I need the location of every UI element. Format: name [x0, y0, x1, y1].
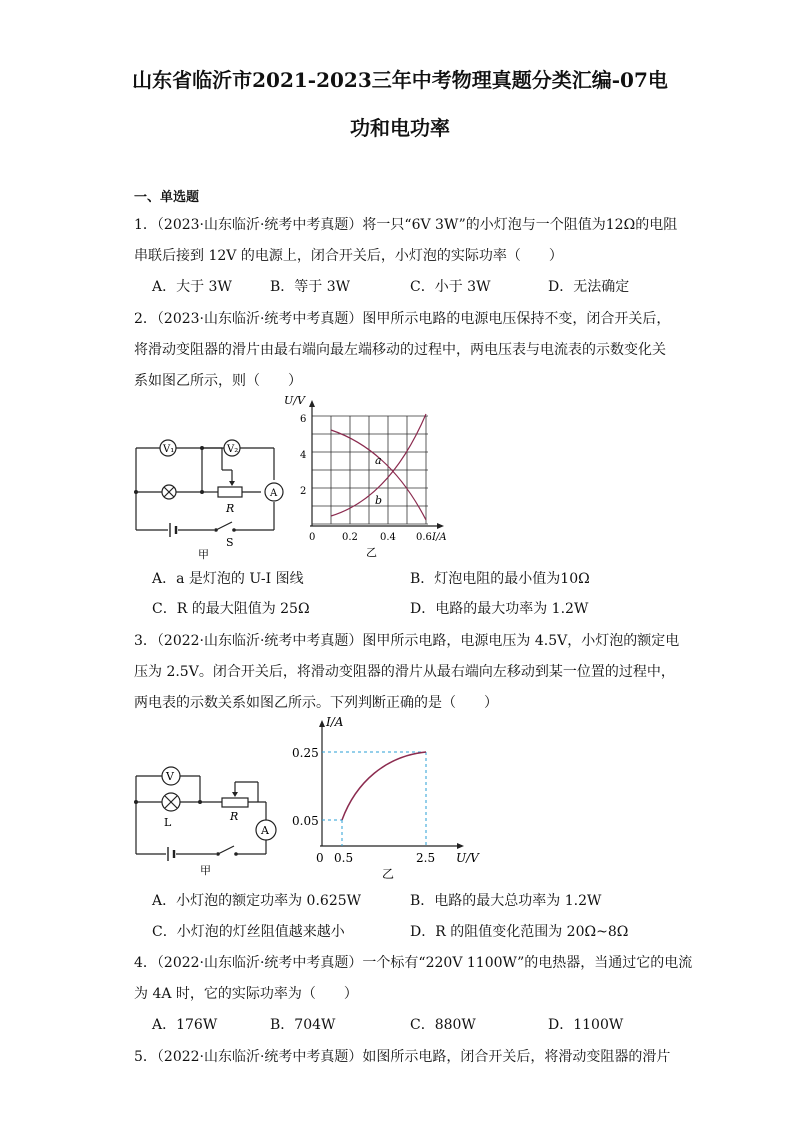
q4-stem-line1: 4．（2022·山东临沂·统考中考真题）一个标有“220V 1100W”的电热器，当通过它的电流 — [134, 955, 693, 971]
q2-curve-a-label: a — [375, 454, 382, 467]
q3-circuit-caption: 甲 — [200, 864, 211, 877]
q3-circuit-diagram — [126, 760, 286, 880]
q3-option-b: B．电路的最大总功率为 1.2W — [410, 893, 602, 909]
q2-xtick-04: 0.4 — [380, 532, 396, 543]
q3-xtick-25: 2.5 — [416, 851, 436, 865]
q3-resistor-label: R — [230, 810, 239, 823]
q2-stem-line3: 系如图乙所示，则（ ） — [134, 373, 302, 389]
q2-graph-xlabel: I/A — [432, 532, 447, 543]
q2-ammeter-label: A — [270, 488, 278, 499]
q1-option-b: B．等于 3W — [270, 279, 351, 295]
q3-lamp-label: L — [164, 816, 172, 829]
q3-ammeter-label: A — [261, 824, 269, 837]
q2-option-d: D．电路的最大功率为 1.2W — [410, 601, 589, 617]
q2-v2-label: V₂ — [227, 444, 239, 455]
q2-stem-line2: 将滑动变阻器的滑片由最右端向最左端移动的过程中，两电压表与电流表的示数变化关 — [134, 342, 666, 358]
q3-ytick-005: 0.05 — [292, 814, 319, 828]
q2-resistor-label: R — [226, 502, 235, 515]
q2-stem-line1: 2．（2023·山东临沂·统考中考真题）图甲所示电路的电源电压保持不变，闭合开关后， — [134, 311, 671, 327]
q2-ytick-2: 2 — [300, 486, 307, 497]
q1-stem-line2: 串联后接到 12V 的电源上，闭合开关后，小灯泡的实际功率（ ） — [134, 248, 563, 264]
q3-xtick-05: 0.5 — [334, 851, 354, 865]
q2-xtick-0: 0 — [309, 532, 316, 543]
q3-option-a: A．小灯泡的额定功率为 0.625W — [152, 893, 362, 909]
q2-graph-ylabel: U/V — [284, 394, 305, 407]
q2-option-c: C．R 的最大阻值为 25Ω — [152, 601, 310, 617]
q3-stem-line1: 3．（2022·山东临沂·统考中考真题）图甲所示电路，电源电压为 4.5V，小灯泡的额定电 — [134, 633, 680, 649]
q2-circuit-diagram — [126, 430, 296, 570]
q2-ui-graph — [280, 392, 450, 562]
q1-option-c: C．小于 3W — [410, 279, 491, 295]
q4-option-b: B．704W — [270, 1017, 336, 1033]
q3-iu-graph — [290, 712, 490, 882]
q2-v1-label: V₁ — [163, 444, 175, 455]
q3-graph-ylabel: I/A — [326, 715, 344, 729]
q1-option-d: D．无法确定 — [548, 279, 630, 295]
q2-xtick-02: 0.2 — [342, 532, 358, 543]
q3-stem-line2: 压为 2.5V。闭合开关后，将滑动变阻器的滑片从最右端向左移动到某一位置的过程中， — [134, 664, 675, 680]
q2-curve-b-label: b — [375, 494, 383, 507]
q2-option-b: B．灯泡电阻的最小值为10Ω — [410, 571, 590, 587]
q3-option-d: D．R 的阻值变化范围为 20Ω~8Ω — [410, 924, 629, 940]
q1-stem-line1: 1．（2023·山东临沂·统考中考真题）将一只“6V 3W”的小灯泡与一个阻值为12Ω的电阻 — [134, 217, 678, 233]
q3-ytick-025: 0.25 — [292, 746, 319, 760]
q2-ytick-6: 6 — [300, 414, 307, 425]
q3-voltmeter-label: V — [166, 770, 174, 783]
q5-stem-line1: 5．（2022·山东临沂·统考中考真题）如图所示电路，闭合开关后，将滑动变阻器的滑片 — [134, 1049, 671, 1065]
q3-graph-caption: 乙 — [382, 867, 395, 881]
section-heading: 一、单选题 — [134, 190, 200, 205]
q1-option-a: A．大于 3W — [152, 279, 232, 295]
document-title-line1: 山东省临沂市2021-2023三年中考物理真题分类汇编-07电 — [132, 68, 668, 92]
q4-option-a: A．176W — [152, 1017, 218, 1033]
q2-graph-caption: 乙 — [366, 546, 377, 559]
q4-option-c: C．880W — [410, 1017, 476, 1033]
q2-ytick-4: 4 — [300, 450, 307, 461]
q4-option-d: D．1100W — [548, 1017, 624, 1033]
q3-xtick-0: 0 — [316, 851, 324, 865]
q4-stem-line2: 为 4A 时，它的实际功率为（ ） — [134, 986, 358, 1002]
q2-option-a: A．a 是灯泡的 U-I 图线 — [152, 571, 304, 587]
q2-xtick-06: 0.6 — [416, 532, 432, 543]
document-title-line2: 功和电功率 — [350, 116, 450, 140]
q3-graph-xlabel: U/V — [456, 851, 479, 865]
q3-option-c: C．小灯泡的灯丝阻值越来越小 — [152, 924, 345, 940]
q2-circuit-caption: 甲 — [198, 548, 209, 561]
q3-stem-line3: 两电表的示数关系如图乙所示。下列判断正确的是（ ） — [134, 695, 498, 711]
q2-switch-label: S — [226, 536, 234, 549]
